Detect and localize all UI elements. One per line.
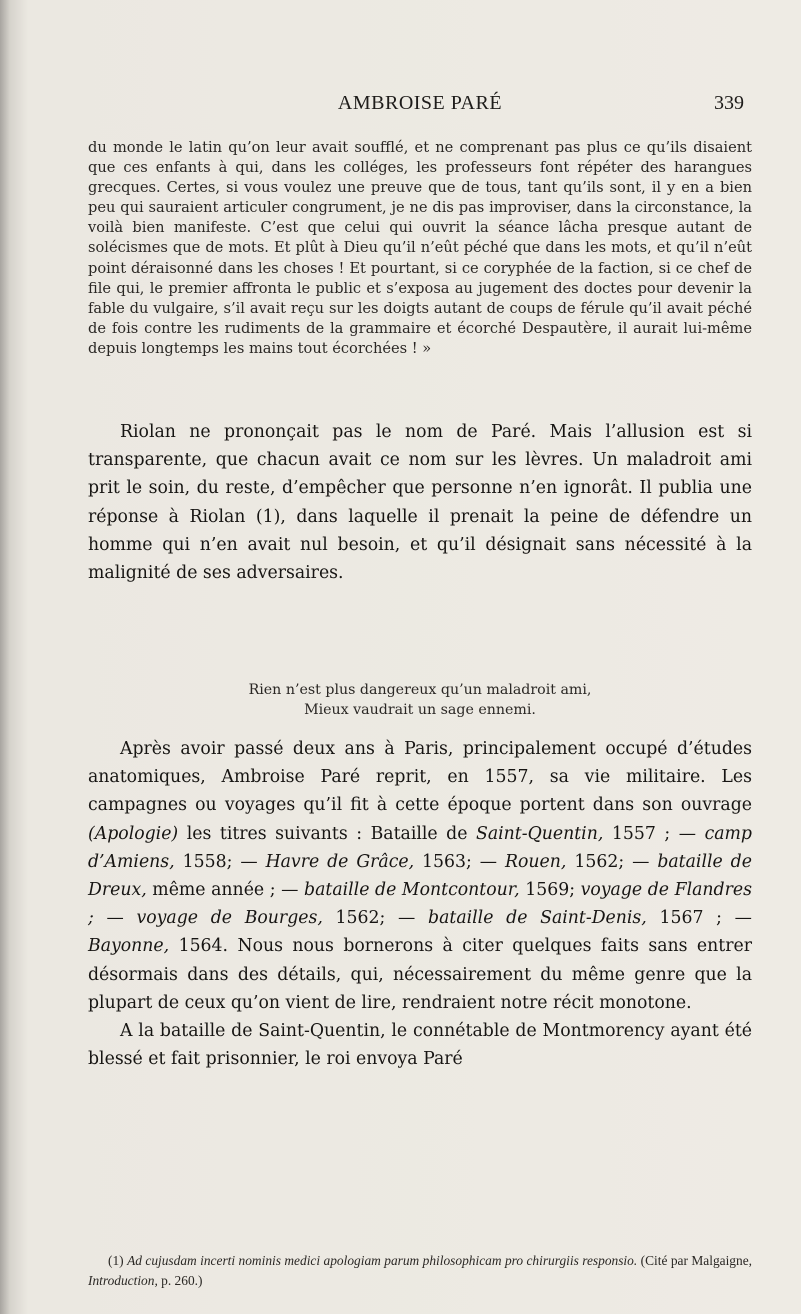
campaigns-text-6: 1562; —	[566, 851, 658, 872]
work-title-apologie: (Apologie)	[88, 823, 179, 844]
verse-line-1: Rien n’est plus dangereux qu’un maladroit ami,	[248, 682, 592, 698]
campaigns-text-8: 1569;	[519, 880, 581, 901]
paragraph-riolan: Riolan ne prononçait pas le nom de Paré. Mais l’allusion est si transparente, que chacun avait ce nom sur les lèvres. Un maladroit ami prit le soin, du reste, d’empêcher que personne n’en ignorât. Il publia une réponse à Riolan (1), dans laquelle il prenait la peine de défendre un homme qui n’en avait nul besoin, et qu’il désignait sans nécessité à la malignité de ses adversaires.	[88, 422, 752, 584]
footnote	[88, 1251, 752, 1291]
campaign-flandres: voyage de Flandres ;	[88, 880, 752, 929]
page-header	[90, 92, 750, 118]
campaigns-text-7: même année ; —	[146, 880, 305, 901]
campaign-dreux: bataille de Dreux,	[88, 851, 752, 901]
campaign-bourges: voyage de Bourges,	[136, 908, 323, 929]
campaigns-text-9: —	[93, 908, 137, 929]
campaigns-text-5: 1563; —	[414, 851, 506, 872]
campaigns-text-1: Après avoir passé deux ans à Paris, principalement occupé d’études anatomiques, Ambroise Paré reprit, en 1557, sa vie militaire. Les campagnes ou voyages qu’il fit à cette époque portent dans son ouvrage	[88, 739, 752, 816]
campaign-saint-quentin: Saint-Quentin,	[476, 823, 604, 844]
campaign-amiens: camp d’Amiens,	[88, 823, 752, 872]
campaign-rouen: Rouen,	[505, 851, 567, 872]
footnote-latin-title: Ad cujusdam incerti nominis medici apologiam parum philosophicam pro chirurgiis responsio.	[127, 1253, 638, 1269]
campaign-bayonne: Bayonne,	[88, 936, 170, 957]
campaigns-text-11: 1567 ; —	[646, 908, 752, 929]
page-number: 339	[714, 92, 744, 114]
footnote-source-italic: Introduction,	[88, 1273, 158, 1289]
campaigns-text-10: 1562; —	[322, 908, 429, 929]
campaign-saint-denis: bataille de Saint-Denis,	[428, 908, 647, 929]
campaigns-text-12: 1564. Nous nous bornerons à citer quelques faits sans entrer désormais dans des détails, qui, nécessairement du même genre que la plupart de ceux qu’on vient de lire, rendraient notre récit monotone.	[88, 936, 752, 1013]
quoted-passage: du monde le latin qu’on leur avait soufflé, et ne comprenant pas plus ce qu’ils disaient que ces enfants à qui, dans les colléges, les professeurs font répéter des harangues grecques. Certes, si vous voulez une preuve que de tous, tant qu’ils sont, il y en a bien peu qui sauraient articuler congrument, je ne dis pas improviser, dans la circonstance, la voilà bien manifeste. C’est que celui qui ouvrit la séance lâcha presque autant de solécismes que de mots. Et plût à Dieu qu’il n’eût péché que dans les mots, et qu’il n’eût point déraisonné dans les choses ! Et pourtant, si ce coryphée de la faction, si ce chef de file qui, le premier affronta le public et s’exposa au jugement des doctes pour devenir la fable du vulgaire, s’il avait reçu sur les doigts autant de coups de férule qu’il avait péché de fois contre les rudiments de la grammaire et écorché Despautère, il aurait lui-même depuis longtemps les mains tout écorchées ! »	[88, 139, 752, 357]
footnote-source-end: p. 260.)	[157, 1273, 203, 1289]
campaigns-text-3: 1557 ; —	[603, 823, 705, 844]
campaigns-text-4: 1558; —	[174, 851, 266, 872]
footnote-source: (Cité par Malgaigne,	[637, 1253, 752, 1269]
paragraph-campaigns	[88, 735, 752, 1073]
verse-line-2: Mieux vaudrait un sage ennemi.	[304, 702, 536, 718]
campaigns-text-13: A la bataille de Saint-Quentin, le connétable de Montmorency ayant été blessé et fait prisonnier, le roi envoya Paré	[88, 1021, 752, 1070]
footnote-marker: (1)	[108, 1253, 128, 1269]
campaign-havre: Havre de Grâce,	[265, 851, 415, 872]
verse-quote	[88, 680, 752, 720]
campaign-montcontour: bataille de Montcontour,	[304, 880, 520, 901]
running-title: AMBROISE PARÉ	[337, 92, 503, 114]
campaigns-text-2: les titres suivants : Bataille de	[178, 823, 476, 844]
